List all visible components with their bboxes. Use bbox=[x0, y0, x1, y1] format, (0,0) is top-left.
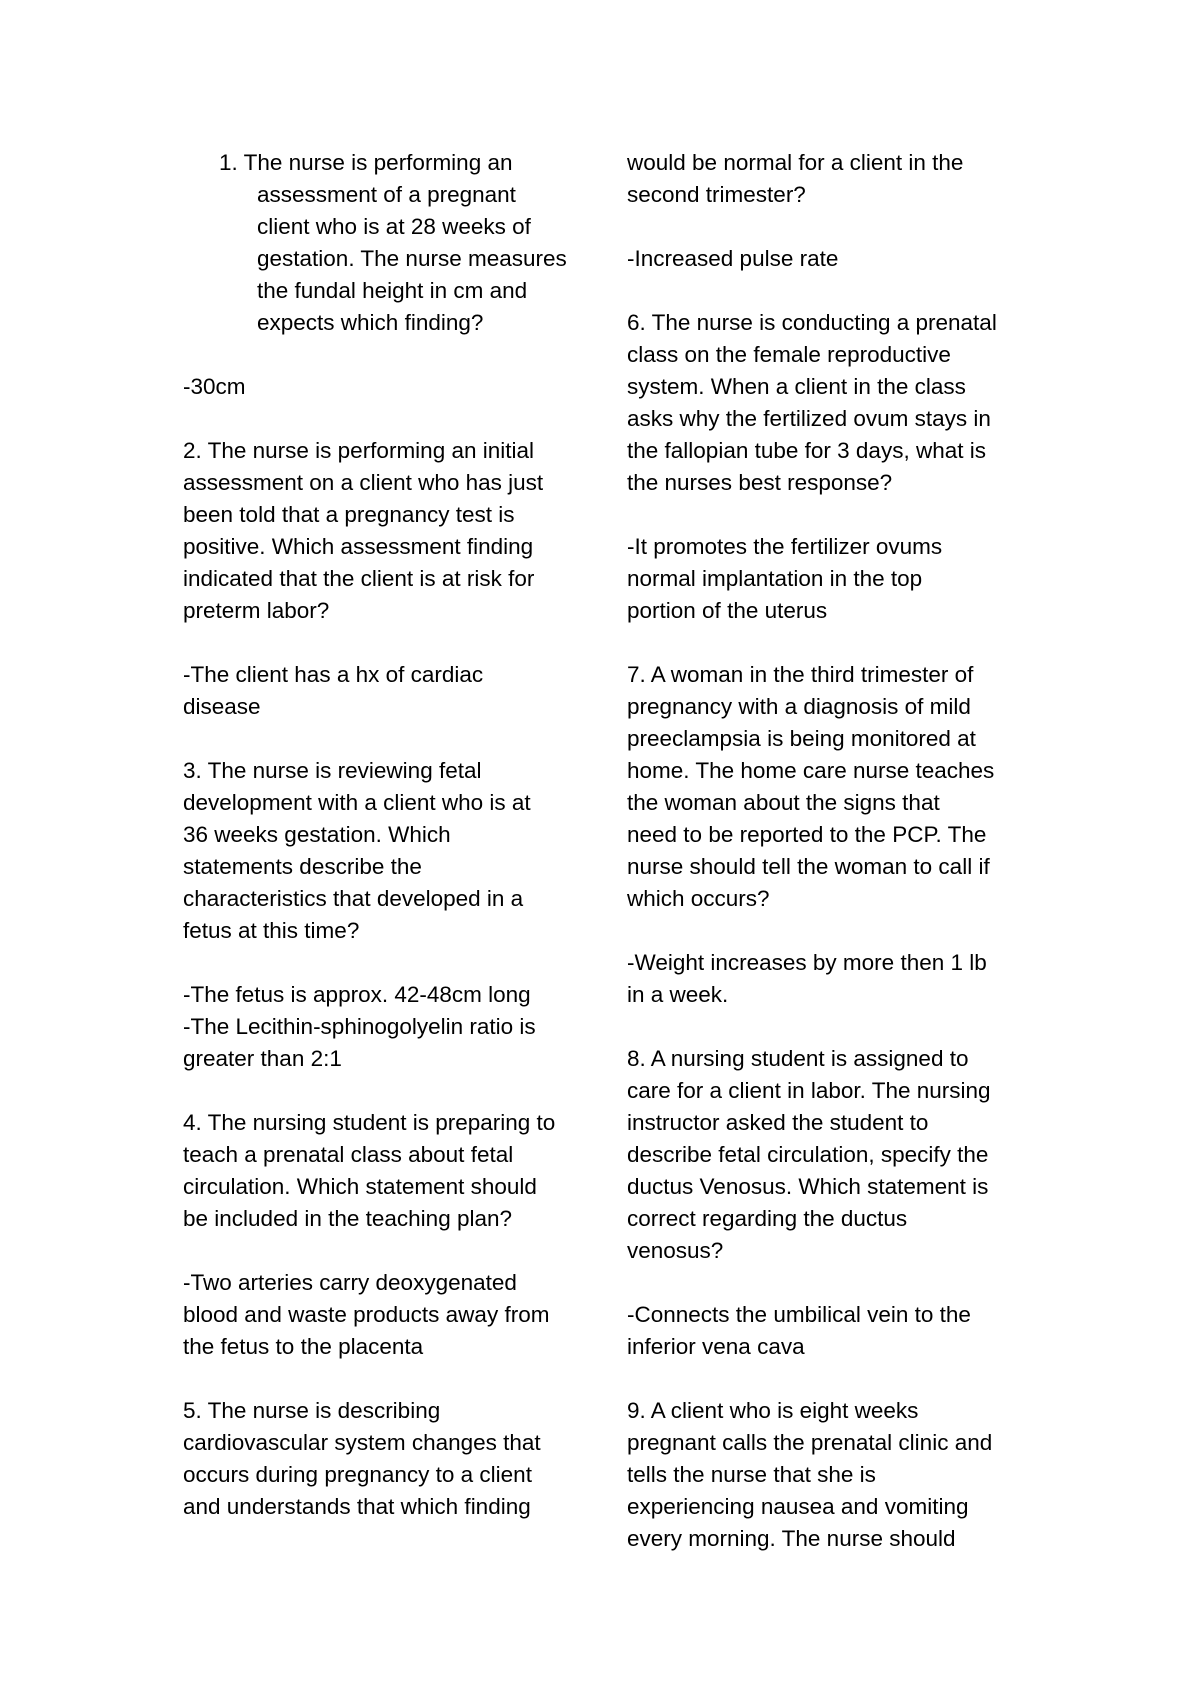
question-5: 5. The nurse is describing cardiovascular system changes that occurs during pregnancy to a client and understands that which finding bbox=[183, 1398, 541, 1519]
question-7: 7. A woman in the third trimester of pregnancy with a diagnosis of mild preeclampsia is being monitored at home. The home care nurse teaches the woman about the signs that need to be reported to the PCP. The nurse should tell the woman to call if which occurs? bbox=[627, 662, 995, 911]
question-3: 3. The nurse is reviewing fetal development with a client who is at 36 weeks gestation. Which statements describe the characteristics that developed in a fetus at this time? bbox=[183, 758, 531, 943]
question-8: 8. A nursing student is assigned to care for a client in labor. The nursing instructor asked the student to describe fetal circulation, specify the ductus Venosus. Which statement is correct regarding the ductus venosus? bbox=[627, 1046, 991, 1263]
answer-2: -The client has a hx of cardiac disease bbox=[183, 662, 484, 719]
answer-8: -Connects the umbilical vein to the inferior vena cava bbox=[627, 1302, 971, 1359]
question-6: 6. The nurse is conducting a prenatal class on the female reproductive system. When a client in the class asks why the fertilized ovum stays in the fallopian tube for 3 days, what is the nurses best response? bbox=[627, 310, 997, 495]
answer-4: -Two arteries carry deoxygenated blood and waste products away from the fetus to the placenta bbox=[183, 1270, 550, 1359]
answer-1: -30cm bbox=[183, 374, 246, 399]
question-2: 2. The nurse is performing an initial assessment on a client who has just been told that a pregnancy test is positive. Which assessment finding indicated that the client is at risk for preterm labor? bbox=[183, 438, 544, 623]
answer-6: -It promotes the fertilizer ovums normal implantation in the top portion of the uterus bbox=[627, 534, 943, 623]
question-9: 9. A client who is eight weeks pregnant calls the prenatal clinic and tells the nurse that she is experiencing nausea and vomiting every morning. The nurse should bbox=[627, 1398, 993, 1551]
right-column bbox=[627, 147, 1032, 1555]
answer-7: -Weight increases by more then 1 lb in a week. bbox=[627, 950, 987, 1007]
question-1: 1. The nurse is performing an assessment of a pregnant client who is at 28 weeks of gestation. The nurse measures the fundal height in cm and expects which finding? bbox=[219, 150, 567, 335]
question-5-continued: would be normal for a client in the second trimester? bbox=[627, 150, 964, 207]
question-4: 4. The nursing student is preparing to teach a prenatal class about fetal circulation. Which statement should be included in the teaching plan? bbox=[183, 1110, 556, 1231]
left-column bbox=[183, 147, 593, 1523]
answer-3: -The fetus is approx. 42-48cm long -The Lecithin-sphinogolyelin ratio is greater than 2:1 bbox=[183, 982, 536, 1071]
answer-5: -Increased pulse rate bbox=[627, 246, 839, 271]
